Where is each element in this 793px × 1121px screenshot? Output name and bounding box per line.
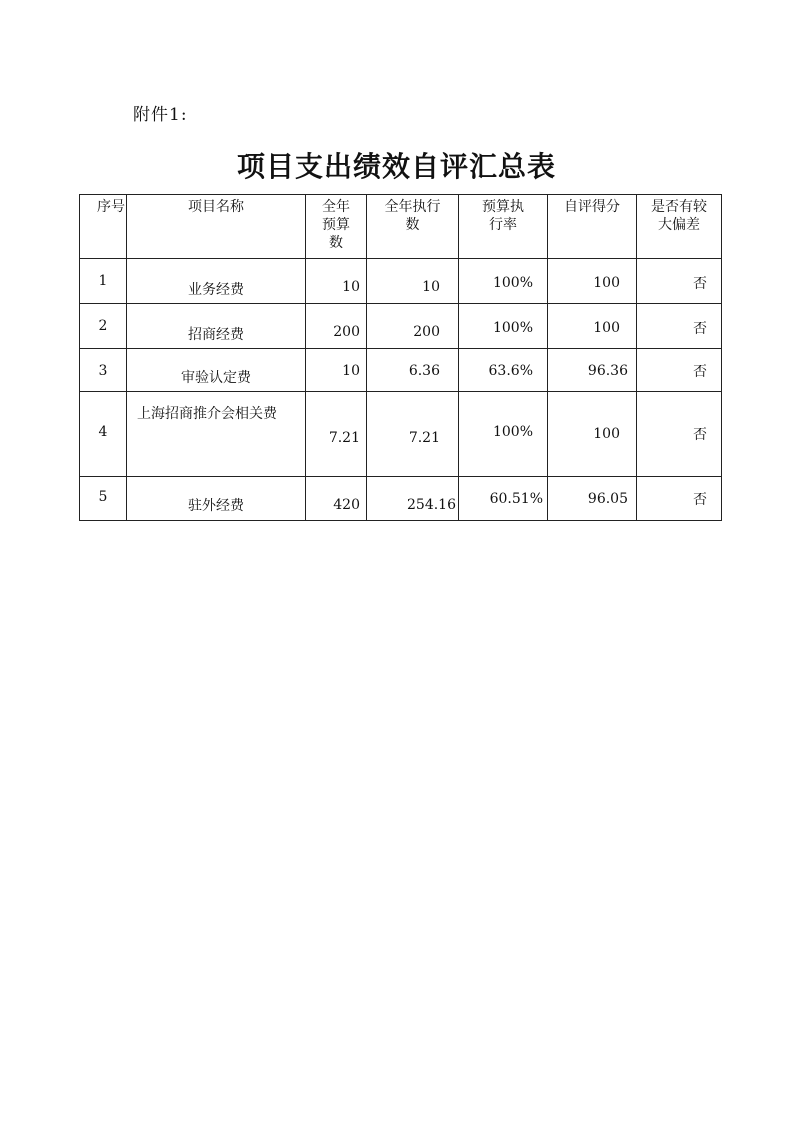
attachment-label: 附件1: [133, 105, 188, 125]
cell-deviation: 否 [637, 477, 722, 521]
cell-score: 100 [548, 304, 637, 349]
table-row [80, 392, 722, 477]
header-budget: 全年预算数 [306, 195, 367, 259]
cell-deviation: 否 [637, 259, 722, 304]
cell-score: 96.05 [548, 477, 637, 521]
cell-seq: 1 [80, 259, 127, 304]
cell-seq: 3 [80, 349, 127, 392]
cell-name: 招商经费 [127, 304, 306, 349]
cell-executed: 200 [367, 304, 459, 349]
summary-table [79, 194, 722, 521]
page-title: 项目支出绩效自评汇总表 [236, 150, 556, 183]
header-executed: 全年执行数 [367, 195, 459, 259]
cell-rate: 60.51% [459, 477, 548, 521]
table-row [80, 304, 722, 349]
header-name: 项目名称 [127, 195, 306, 259]
cell-score: 100 [548, 259, 637, 304]
cell-budget: 200 [306, 304, 367, 349]
cell-deviation: 否 [637, 349, 722, 392]
cell-name: 业务经费 [127, 259, 306, 304]
cell-budget: 7.21 [306, 392, 367, 477]
cell-rate: 63.6% [459, 349, 548, 392]
cell-budget: 10 [306, 259, 367, 304]
header-score: 自评得分 [548, 195, 637, 259]
cell-executed: 6.36 [367, 349, 459, 392]
cell-score: 100 [548, 392, 637, 477]
cell-executed: 254.16 [367, 477, 459, 521]
cell-rate: 100% [459, 304, 548, 349]
cell-deviation: 否 [637, 392, 722, 477]
cell-name: 审验认定费 [127, 349, 306, 392]
cell-seq: 2 [80, 304, 127, 349]
cell-seq: 4 [80, 392, 127, 477]
table-row [80, 477, 722, 521]
cell-deviation: 否 [637, 304, 722, 349]
cell-seq: 5 [80, 477, 127, 521]
cell-name: 上海招商推介会相关费 [127, 392, 306, 477]
header-seq: 序号 [80, 195, 127, 259]
table-row [80, 349, 722, 392]
cell-rate: 100% [459, 392, 548, 477]
cell-score: 96.36 [548, 349, 637, 392]
cell-executed: 7.21 [367, 392, 459, 477]
cell-rate: 100% [459, 259, 548, 304]
cell-budget: 420 [306, 477, 367, 521]
header-rate: 预算执行率 [459, 195, 548, 259]
cell-name: 驻外经费 [127, 477, 306, 521]
table-header-row [80, 195, 722, 259]
header-deviation: 是否有较大偏差 [637, 195, 722, 259]
cell-budget: 10 [306, 349, 367, 392]
table-row [80, 259, 722, 304]
cell-executed: 10 [367, 259, 459, 304]
